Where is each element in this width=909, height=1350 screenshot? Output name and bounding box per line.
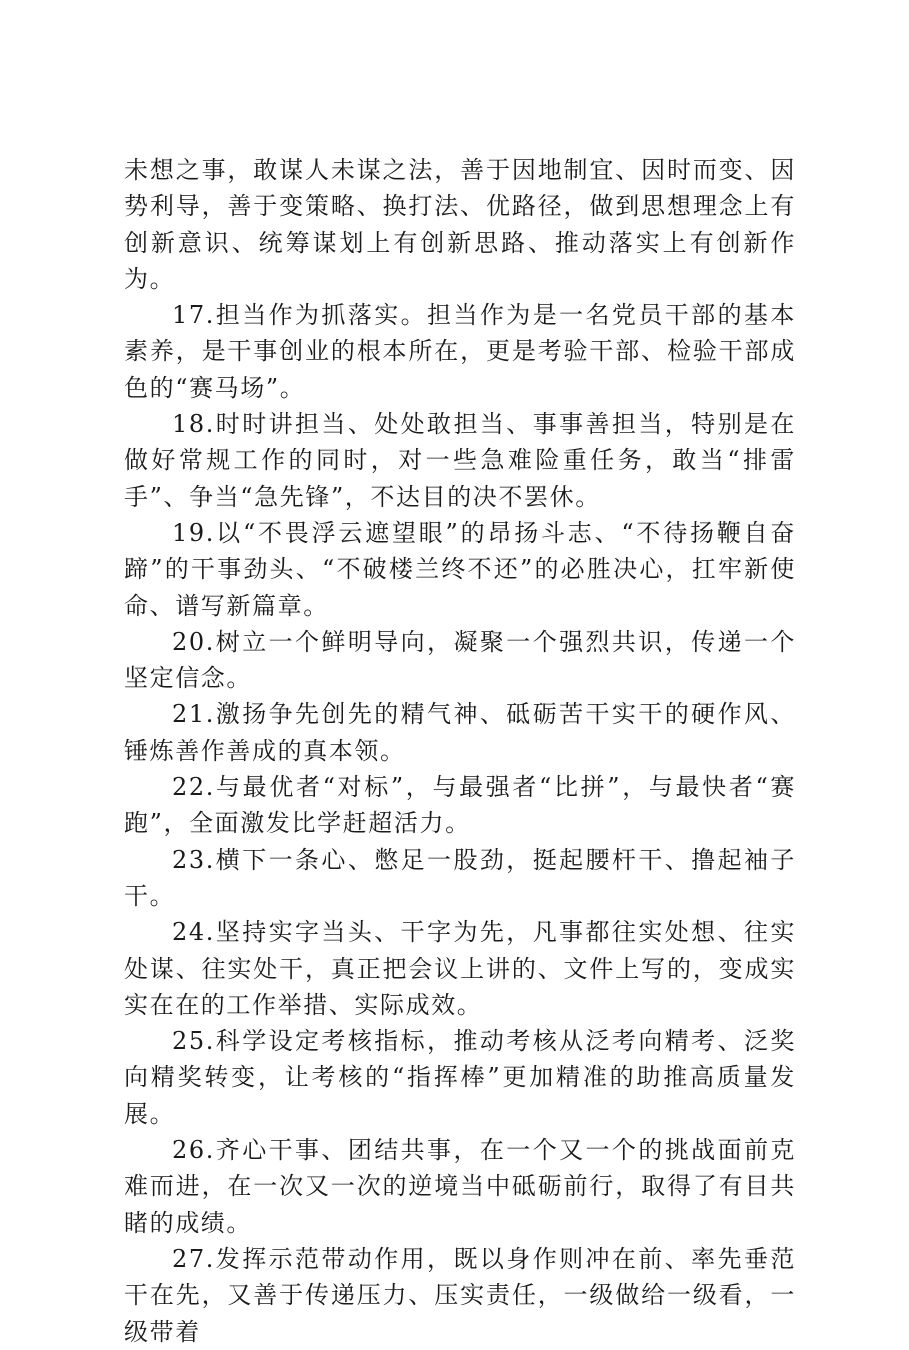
- paragraph-continuation: 未想之事，敢谋人未谋之法，善于因地制宜、因时而变、因势利导，善于变策略、换打法、优路径，做到思想理念上有创新意识、统筹谋划上有创新思路、推动落实上有创新作为。: [124, 156, 796, 293]
- paragraph-item-17: 17.担当作为抓落实。担当作为是一名党员干部的基本素养，是干事创业的根本所在，更是考验干部、检验干部成色的“赛马场”。: [124, 301, 796, 402]
- paragraph-item-21: 21.激扬争先创先的精气神、砥砺苦干实干的硬作风、锤炼善作善成的真本领。: [124, 700, 796, 765]
- paragraph-item-25: 25.科学设定考核指标，推动考核从泛考向精考、泛奖向精奖转变，让考核的“指挥棒”更加精准的助推高质量发展。: [124, 1027, 796, 1128]
- paragraph-item-24: 24.坚持实字当头、干字为先，凡事都往实处想、往实处谋、往实处干，真正把会议上讲的、文件上写的，变成实实在在的工作举措、实际成效。: [124, 918, 796, 1019]
- paragraph-item-20: 20.树立一个鲜明导向，凝聚一个强烈共识，传递一个坚定信念。: [124, 627, 796, 693]
- paragraph-item-27: 27.发挥示范带动作用，既以身作则冲在前、率先垂范干在先，又善于传递压力、压实责任，一级做给一级看，一级带着: [124, 1244, 796, 1346]
- paragraph-item-23: 23.横下一条心、憋足一股劲，挺起腰杆干、撸起袖子干。: [124, 845, 796, 910]
- paragraph-item-18: 18.时时讲担当、处处敢担当、事事善担当，特别是在做好常规工作的同时，对一些急难险重任务，敢当“排雷手”、争当“急先锋”，不达目的决不罢休。: [124, 410, 796, 511]
- paragraph-item-22: 22.与最优者“对标”，与最强者“比拼”，与最快者“赛跑”，全面激发比学赶超活力。: [124, 773, 796, 838]
- paragraph-item-19: 19.以“不畏浮云遮望眼”的昂扬斗志、“不待扬鞭自奋蹄”的干事劲头、“不破楼兰终不还”的必胜决心，扛牢新使命、谱写新篇章。: [124, 518, 796, 620]
- document-body: [124, 152, 796, 1350]
- paragraph-item-26: 26.齐心干事、团结共事，在一个又一个的挑战面前克难而进，在一次又一次的逆境当中砥砺前行，取得了有目共睹的成绩。: [124, 1136, 796, 1237]
